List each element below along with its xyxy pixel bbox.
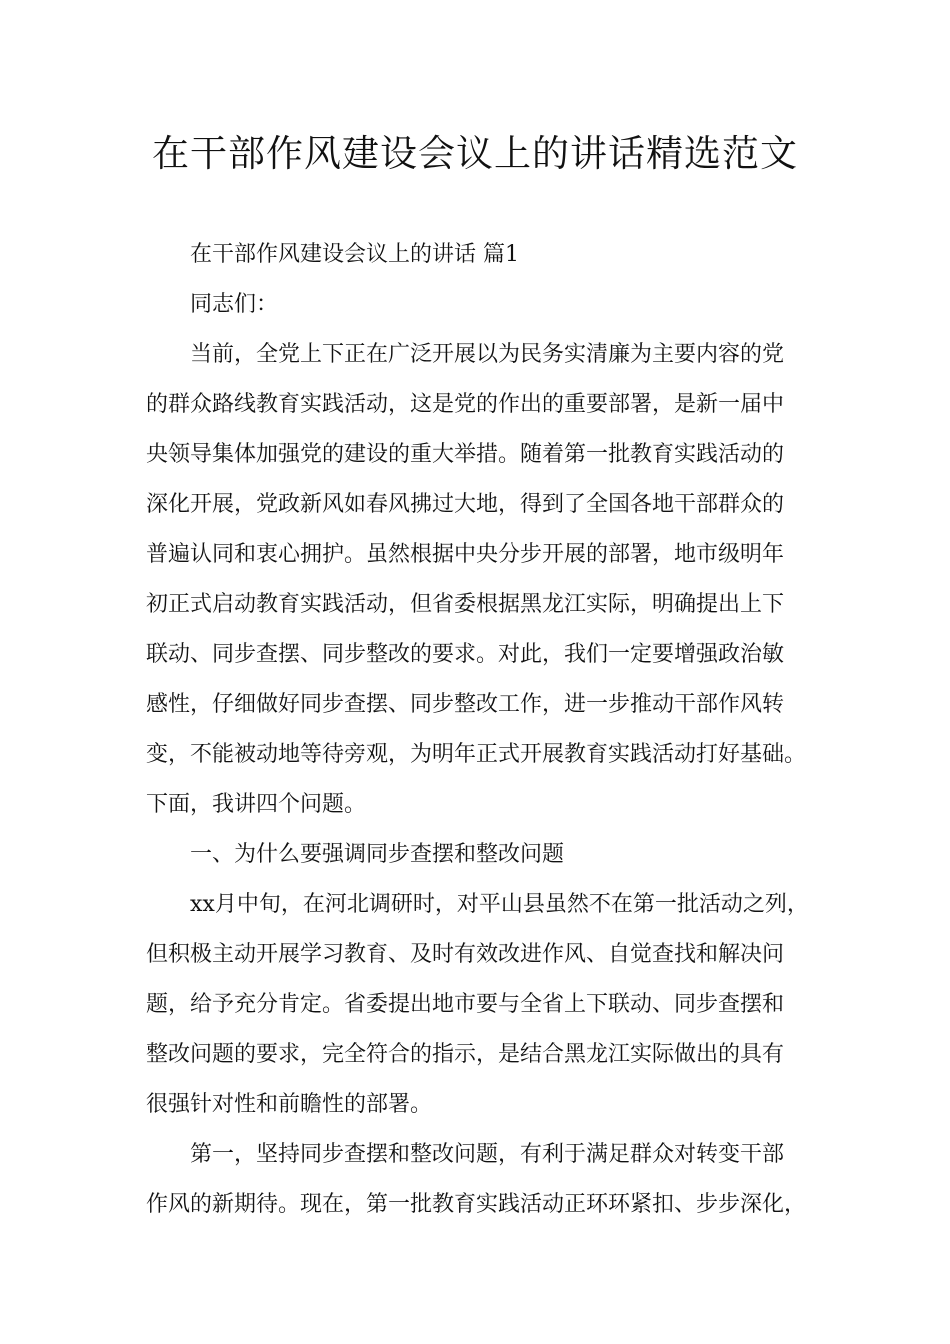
subheading-one: 一、为什么要强调同步查摆和整改问题 [190,842,565,867]
document-body [146,230,822,1230]
paragraph-intro: 当前，全党上下正在广泛开展以为民务实清廉为主要内容的党 的群众路线教育实践活动，这是党的作出的重要部署，是新一届中 央领导集体加强党的建设的重大举措。随着第一批教育实践活动的 深化开展，党政新风如春风拂过大地，得到了全国各地干部群众的 普遍认同和衷心拥护。虽然根据中央分步开展的部署，地市级明年 初正式启动教育实践活动，但省委根据黑龙江实际，明确提出上下 联动、同步查摆、同步整改的要求。对此，我们一定要增强政治敏 感性，仔细做好同步查摆、同步整改工作，进一步推动干部作风转 变，不能被动地等待旁观，为明年正式开展教育实践活动打好基础。 下面，我讲四个问题。 [146,342,807,817]
section-heading: 在干部作风建设会议上的讲话 篇1 [190,242,519,267]
paragraph-hebei: xx月中旬，在河北调研时，对平山县虽然不在第一批活动之列， 但积极主动开展学习教育、及时有效改进作风、自觉查找和解决问 题，给予充分肯定。省委提出地市要与全省上下联动、同步查摆和 整改问题的要求，完全符合的指示，是结合黑龙江实际做出的具有 很强针对性和前瞻性的部署。 [146,892,809,1117]
salutation: 同志们： [190,292,279,317]
document-title: 在干部作风建设会议上的讲话精选范文 [152,132,798,175]
paragraph-first-point: 第一，坚持同步查摆和整改问题，有利于满足群众对转变干部 作风的新期待。现在，第一批教育实践活动正环环紧扣、步步深化， [146,1142,807,1217]
